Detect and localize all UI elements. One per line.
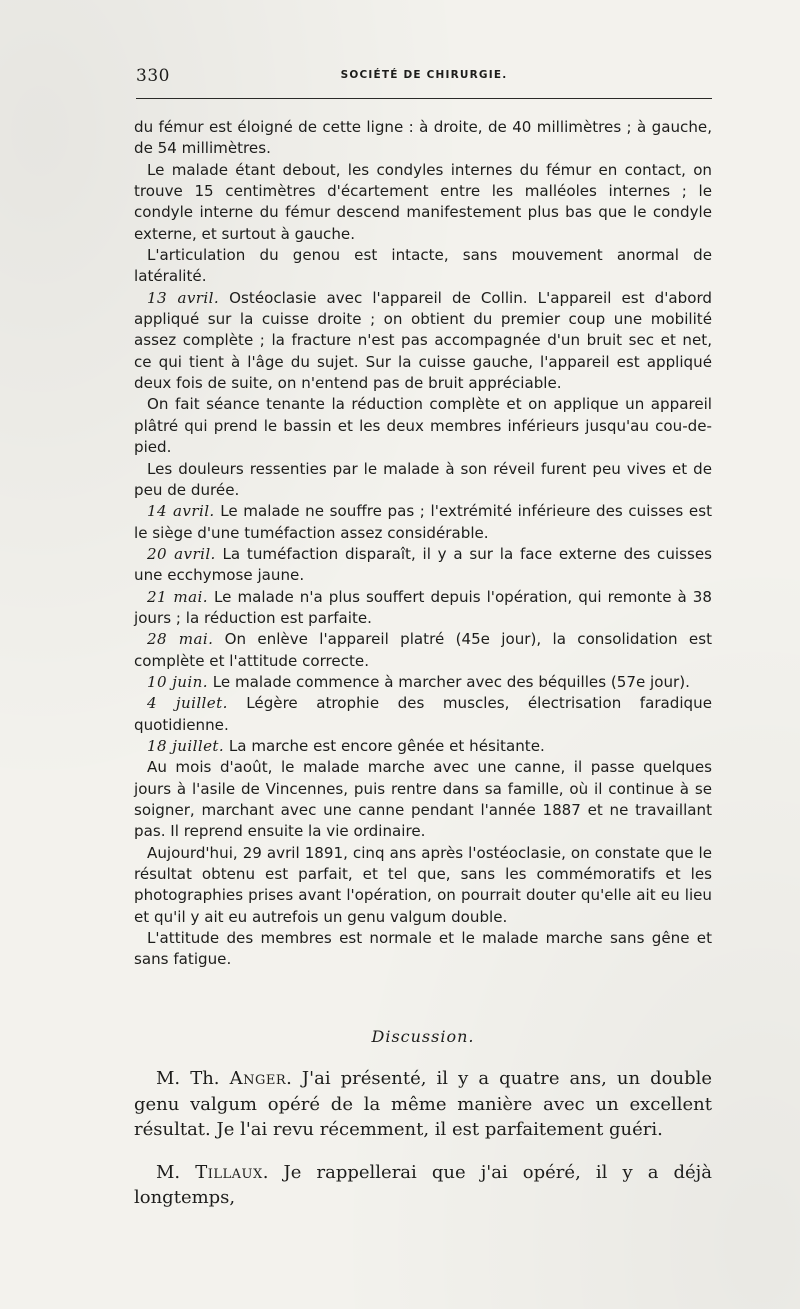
dated-entry: 21 mai. Le malade n'a plus souffert depuis l'opération, qui remonte à 38 jours ; la réduction est parfaite. [134,587,712,627]
dated-entry: 28 mai. On enlève l'appareil platré (45e jour), la consolidation est complète et l'attitude correcte. [134,630,712,670]
paragraph: L'articulation du genou est intacte, sans mouvement anormal de latéralité. [134,246,712,286]
running-title: SOCIÉTÉ DE CHIRURGIE. [340,69,508,81]
discussion-text [134,1066,712,1228]
paragraph: Le malade étant debout, les condyles internes du fémur en contact, on trouve 15 centimètres d'écartement entre les malléoles internes ; le condyle interne du fémur descend manifestement plus bas que le condyle externe, et surtout à gauche. [134,160,712,243]
entry-date: 4 juillet. [147,694,228,713]
entry-date: 10 juin. [147,672,208,691]
paragraph: Aujourd'hui, 29 avril 1891, cinq ans après l'ostéoclasie, on constate que le résultat obtenu est parfait, et tel que, sans les commémoratifs et les photographies prises avant l'opération, on pourrait douter qu'elle ait eu lieu et qu'il y ait eu autrefois un genu valgum double. [134,843,712,926]
speaker-name: Tillaux [195,1161,263,1183]
entry-date: 14 avril. [147,502,215,521]
discussion-paragraph: M. Tillaux. Je rappellerai que j'ai opéré, il y a déjà longtemps, [134,1161,712,1208]
dated-entry: 10 juin. Le malade commence à marcher avec des béquilles (57e jour). [147,672,690,691]
page-header [136,66,712,90]
dated-entry: 14 avril. Le malade ne souffre pas ; l'extrémité inférieure des cuisses est le siège d'une tuméfaction assez considérable. [134,502,712,542]
page-number: 330 [136,66,170,86]
paragraph: Les douleurs ressenties par le malade à son réveil furent peu vives et de peu de durée. [134,459,712,499]
paragraph: L'attitude des membres est normale et le malade marche sans gêne et sans fatigue. [134,929,712,969]
dated-entry: 13 avril. Ostéoclasie avec l'appareil de Collin. L'appareil est d'abord appliqué sur la cuisse droite ; on obtient du premier coup une mobilité assez complète ; la fracture n'est pas accompagnée d'un bruit sec et net, ce qui tient à l'âge du sujet. Sur la cuisse gauche, l'appareil est appliqué deux fois de suite, on n'entend pas de bruit appréciable. [134,288,712,393]
dated-entry: 18 juillet. La marche est encore gênée et hésitante. [147,736,545,755]
paragraph: Au mois d'août, le malade marche avec une canne, il passe quelques jours à l'asile de Vincennes, puis rentre dans sa famille, où il continue à se soigner, marchant avec une canne pendant l'année 1887 et ne travaillant pas. Il reprend ensuite la vie ordinaire. [134,758,712,841]
dated-entry: 4 juillet. Légère atrophie des muscles, électrisation faradique quotidienne. [134,694,712,734]
entry-date: 20 avril. [147,544,216,563]
case-report-text [134,117,712,971]
entry-date: 28 mai. [147,630,214,649]
speaker-name: Anger [229,1068,287,1089]
entry-date: 18 juillet. [147,736,225,755]
dated-entry: 20 avril. La tuméfaction disparaît, il y a sur la face externe des cuisses une ecchymose jaune. [134,544,712,585]
paragraph: du fémur est éloigné de cette ligne : à droite, de 40 millimètres ; à gauche, de 54 millimètres. [134,118,712,158]
discussion-paragraph: M. Th. Anger. J'ai présenté, il y a quatre ans, un double genu valgum opéré de la même manière avec un excellent résultat. Je l'ai revu récemment, il est parfaitement guéri. [134,1068,712,1140]
paragraph: On fait séance tenante la réduction complète et on applique un appareil plâtré qui prend le bassin et les deux membres inférieurs jusqu'au cou-de-pied. [134,395,712,457]
section-title: Discussion. [371,1027,475,1046]
header-rule [136,98,712,99]
entry-date: 21 mai. [147,587,208,606]
entry-date: 13 avril. [147,288,220,307]
